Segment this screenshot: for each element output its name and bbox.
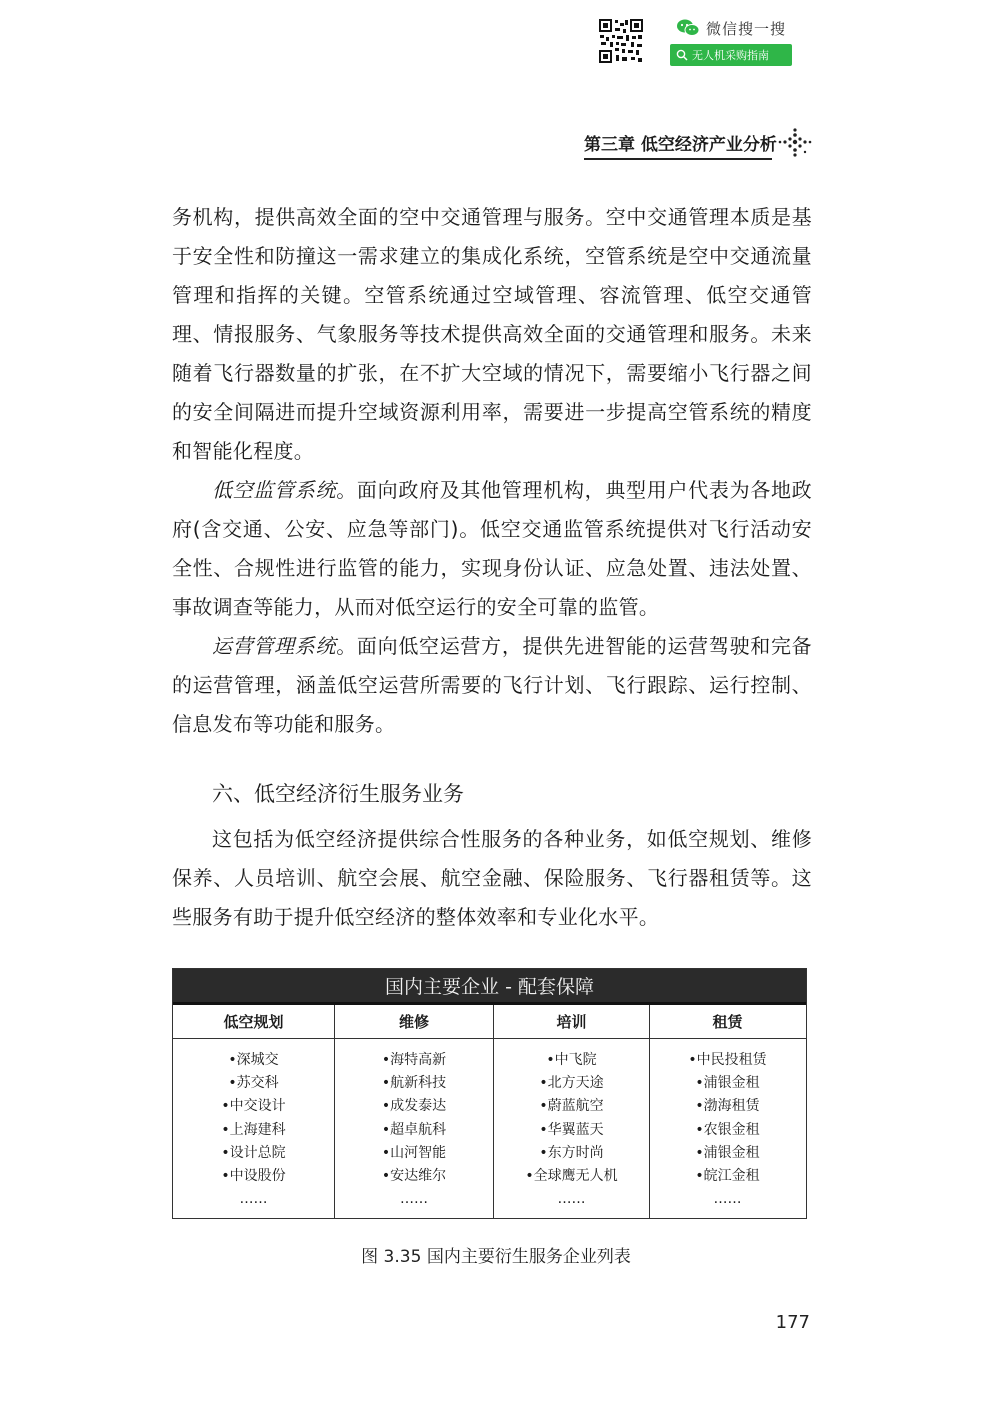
list-item: • 深城交 bbox=[173, 1049, 334, 1072]
enterprise-table bbox=[172, 968, 807, 1219]
figure-caption: 图 3.35 国内主要衍生服务企业列表 bbox=[361, 1247, 631, 1267]
chapter-header: 第三章 低空经济产业分析 bbox=[584, 126, 772, 160]
term-supervision-system: 低空监管系统 bbox=[212, 478, 337, 502]
table-column-maintenance bbox=[335, 1039, 494, 1219]
term-operations-system: 运营管理系统 bbox=[212, 634, 337, 658]
paragraph-supervision-text: 。面向政府及其他管理机构，典型用户代表为各地政府(含交通、公安、应急等部门)。低空交通监管系统提供对飞行活动安全性、合规性进行监管的能力，实现身份认证、应急处置、违法处置、事故调查等能力，从而对低空运行的安全可靠的监管。 bbox=[172, 478, 812, 619]
list-item: • 北方天途 bbox=[494, 1072, 649, 1095]
list-item: • 浦银金租 bbox=[650, 1072, 805, 1095]
list-item: • 设计总院 bbox=[173, 1142, 334, 1165]
list-item: • 渤海租赁 bbox=[650, 1095, 805, 1118]
table-header-training: 培训 bbox=[494, 1005, 650, 1038]
list-item: • 浦银金租 bbox=[650, 1142, 805, 1165]
list-item: • 安达维尔 bbox=[335, 1165, 493, 1188]
list-item: • 华翼蓝天 bbox=[494, 1119, 649, 1142]
list-item: • 蔚蓝航空 bbox=[494, 1095, 649, 1118]
wechat-label-text: 微信搜一搜 bbox=[706, 19, 787, 38]
paragraph-supervision bbox=[172, 471, 812, 627]
search-query: 无人机采购指南 bbox=[692, 49, 769, 62]
table-body-row bbox=[173, 1039, 806, 1219]
paragraph-operations bbox=[172, 627, 812, 744]
page-number: 177 bbox=[775, 1312, 810, 1333]
wechat-search-label bbox=[676, 16, 786, 40]
list-item: • 苏交科 bbox=[173, 1072, 334, 1095]
table-column-training bbox=[494, 1039, 650, 1219]
body-text bbox=[172, 198, 812, 744]
dots-ornament-icon bbox=[778, 126, 812, 160]
list-item: • 超卓航科 bbox=[335, 1119, 493, 1142]
list-item: • 东方时尚 bbox=[494, 1142, 649, 1165]
section-body bbox=[172, 820, 812, 937]
list-more: …… bbox=[400, 1191, 428, 1208]
paragraph-operations-text: 。面向低空运营方，提供先进智能的运营驾驶和完备的运营管理，涵盖低空运营所需要的飞行计划、飞行跟踪、运行控制、信息发布等功能和服务。 bbox=[172, 634, 812, 736]
list-item: • 全球鹰无人机 bbox=[494, 1165, 649, 1188]
paragraph-air-traffic: 务机构，提供高效全面的空中交通管理与服务。空中交通管理本质是基于安全性和防撞这一需求建立的集成化系统，空管系统是空中交通流量管理和指挥的关键。空管系统通过空域管理、容流管理、低空交通管理、情报服务、气象服务等技术提供高效全面的交通管理和服务。未来随着飞行器数量的扩张，在不扩大空域的情况下，需要缩小飞行器之间的安全间隔进而提升空域资源利用率，需要进一步提高空管系统的精度和智能化程度。 bbox=[172, 205, 812, 463]
table-header-planning: 低空规划 bbox=[173, 1005, 335, 1038]
table-column-planning bbox=[173, 1039, 335, 1219]
table-header-row bbox=[173, 1005, 806, 1039]
list-item: • 中民投租赁 bbox=[650, 1049, 805, 1072]
list-item: • 皖江金租 bbox=[650, 1165, 805, 1188]
section-paragraph: 这包括为低空经济提供综合性服务的各种业务，如低空规划、维修保养、人员培训、航空会展、航空金融、保险服务、飞行器租赁等。这些服务有助于提升低空经济的整体效率和专业化水平。 bbox=[172, 827, 812, 929]
table-column-leasing bbox=[650, 1039, 805, 1219]
table-title: 国内主要企业 - 配套保障 bbox=[173, 969, 806, 1005]
list-item: • 成发泰达 bbox=[335, 1095, 493, 1118]
list-more: …… bbox=[239, 1191, 268, 1208]
list-item: • 航新科技 bbox=[335, 1072, 493, 1095]
list-item: • 海特高新 bbox=[335, 1049, 493, 1072]
list-item: • 中设股份 bbox=[173, 1165, 334, 1188]
search-icon bbox=[676, 49, 688, 61]
list-item: • 山河智能 bbox=[335, 1142, 493, 1165]
list-more: …… bbox=[713, 1191, 742, 1208]
list-item: • 中飞院 bbox=[494, 1049, 649, 1072]
list-more: …… bbox=[557, 1191, 586, 1208]
table-header-leasing: 租赁 bbox=[712, 1013, 743, 1031]
section-title: 六、低空经济衍生服务业务 bbox=[212, 782, 464, 806]
wechat-icon bbox=[676, 18, 700, 38]
search-badge[interactable] bbox=[670, 44, 792, 66]
qr-code-icon[interactable] bbox=[598, 18, 644, 64]
list-item: • 中交设计 bbox=[173, 1095, 334, 1118]
list-item: • 上海建科 bbox=[173, 1119, 334, 1142]
table-header-maintenance: 维修 bbox=[335, 1005, 494, 1038]
list-item: • 农银金租 bbox=[650, 1119, 805, 1142]
